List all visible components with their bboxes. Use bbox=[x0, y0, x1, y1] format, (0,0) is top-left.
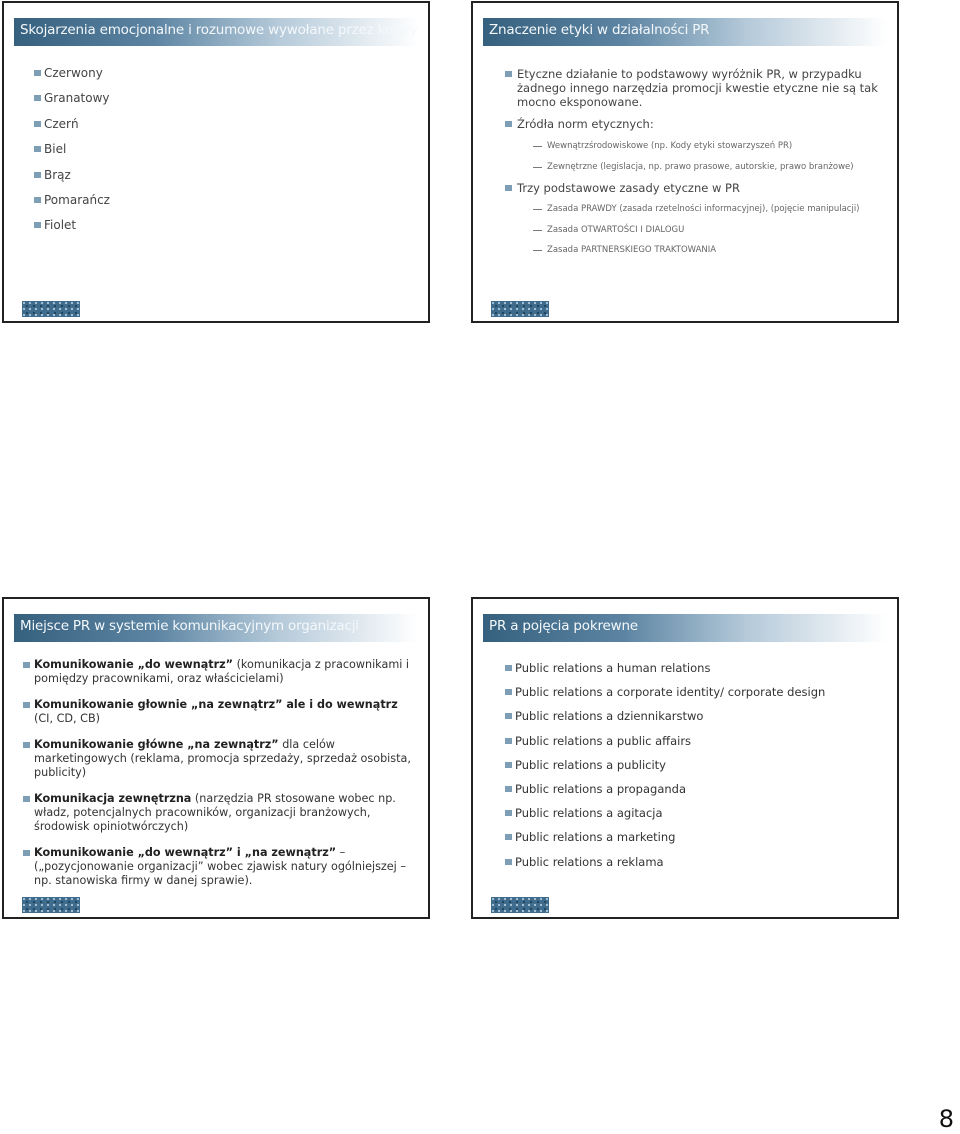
slide-body bbox=[14, 658, 418, 900]
list-item: Czerń bbox=[34, 117, 110, 142]
bullet-icon bbox=[23, 850, 30, 856]
bullet-point: Etyczne działanie to podstawowy wyróżnik PR, w przypadku żadnego innego narzędzia promocji kwestie etyczne nie są tak mocno eksponowane. bbox=[505, 67, 883, 109]
dash-icon bbox=[533, 209, 542, 210]
bullet-icon bbox=[23, 742, 30, 748]
footer-logo bbox=[22, 897, 80, 913]
dash-icon bbox=[533, 146, 542, 147]
footer-logo bbox=[491, 301, 549, 317]
page-number: 8 bbox=[938, 1105, 954, 1133]
sub-point: Wewnątrzśrodowiskowe (np. Kody etyki stowarzyszeń PR) bbox=[505, 140, 883, 161]
list-item: Public relations a marketing bbox=[505, 830, 825, 854]
bullet-point: Komunikowanie „do wewnątrz” i „na zewnątrz” – („pozycjonowanie organizacji” wobec zjawisk natury ogólniejszej – np. stanowiska firmy w danej sprawie). bbox=[14, 846, 418, 888]
bullet-icon bbox=[505, 762, 512, 768]
slide-title-bar bbox=[483, 614, 887, 642]
color-list bbox=[34, 66, 110, 244]
bullet-icon bbox=[505, 834, 512, 840]
slide-title: Znaczenie etyki w działalności PR bbox=[489, 22, 710, 38]
bullet-icon bbox=[505, 185, 512, 191]
bullet-icon bbox=[34, 146, 41, 152]
list-item: Fiolet bbox=[34, 218, 110, 243]
slide-title: PR a pojęcia pokrewne bbox=[489, 618, 638, 634]
slide-title-bar bbox=[483, 18, 887, 46]
list-item: Public relations a publicity bbox=[505, 758, 825, 782]
bullet-icon bbox=[23, 702, 30, 708]
list-item: Public relations a propaganda bbox=[505, 782, 825, 806]
bullet-icon bbox=[505, 738, 512, 744]
bullet-icon bbox=[34, 70, 41, 76]
bullet-point: Komunikowanie główne „na zewnątrz” dla celów marketingowych (reklama, promocja sprzedaży, sprzedaż osobista, publicity) bbox=[14, 738, 418, 780]
dash-icon bbox=[533, 250, 542, 251]
dash-icon bbox=[533, 230, 542, 231]
list-item: Biel bbox=[34, 142, 110, 167]
slide-related-concepts bbox=[471, 597, 899, 919]
bullet-icon bbox=[505, 713, 512, 719]
sub-point: Zasada OTWARTOŚCI I DIALOGU bbox=[505, 224, 883, 245]
slide-ethics bbox=[471, 1, 899, 323]
footer-logo bbox=[491, 897, 549, 913]
list-item: Brąz bbox=[34, 168, 110, 193]
slide-title-bar bbox=[14, 614, 418, 642]
bullet-point: Komunikowanie głownie „na zewnątrz” ale i do wewnątrz (CI, CD, CB) bbox=[14, 698, 418, 726]
list-item: Public relations a reklama bbox=[505, 855, 825, 879]
sub-point: Zewnętrzne (legislacja, np. prawo prasowe, autorskie, prawo branżowe) bbox=[505, 161, 883, 182]
bullet-icon bbox=[34, 121, 41, 127]
list-item: Pomarańcz bbox=[34, 193, 110, 218]
sub-point: Zasada PRAWDY (zasada rzetelności informacyjnej), (pojęcie manipulacji) bbox=[505, 203, 883, 224]
bullet-point: Trzy podstawowe zasady etyczne w PR bbox=[505, 181, 883, 195]
bullet-icon bbox=[23, 662, 30, 668]
bullet-icon bbox=[505, 121, 512, 127]
bullet-point: Komunikacja zewnętrzna (narzędzia PR stosowane wobec np. władz, potencjalnych pracowników, organizacji branżowych, środowisk opiniotwórczych) bbox=[14, 792, 418, 834]
slide-communication bbox=[2, 597, 430, 919]
list-item: Public relations a human relations bbox=[505, 661, 825, 685]
slide-body bbox=[505, 67, 883, 265]
bullet-icon bbox=[34, 222, 41, 228]
slide-colors bbox=[2, 1, 430, 323]
bullet-icon bbox=[34, 197, 41, 203]
bullet-point: Komunikowanie „do wewnątrz” (komunikacja z pracownikami i pomiędzy pracownikami, oraz właścicielami) bbox=[14, 658, 418, 686]
list-item: Public relations a dziennikarstwo bbox=[505, 709, 825, 733]
list-item: Public relations a public affairs bbox=[505, 734, 825, 758]
sub-point: Zasada PARTNERSKIEGO TRAKTOWANIA bbox=[505, 244, 883, 265]
bullet-icon bbox=[34, 95, 41, 101]
slide-title-bar bbox=[14, 18, 418, 46]
bullet-icon bbox=[505, 71, 512, 77]
bullet-icon bbox=[505, 665, 512, 671]
bullet-icon bbox=[505, 859, 512, 865]
bullet-icon bbox=[505, 810, 512, 816]
list-item: Czerwony bbox=[34, 66, 110, 91]
list-item: Public relations a corporate identity/ corporate design bbox=[505, 685, 825, 709]
bullet-icon bbox=[505, 786, 512, 792]
footer-logo bbox=[22, 301, 80, 317]
list-item: Granatowy bbox=[34, 91, 110, 116]
bullet-icon bbox=[34, 172, 41, 178]
dash-icon bbox=[533, 167, 542, 168]
bullet-icon bbox=[23, 796, 30, 802]
slide-title: Miejsce PR w systemie komunikacyjnym organizacji bbox=[20, 618, 359, 634]
bullet-icon bbox=[505, 689, 512, 695]
list-item: Public relations a agitacja bbox=[505, 806, 825, 830]
concept-list bbox=[505, 661, 825, 879]
bullet-point: Źródła norm etycznych: bbox=[505, 117, 883, 131]
slide-title: Skojarzenia emocjonalne i rozumowe wywołane przez kolory bbox=[20, 22, 418, 38]
